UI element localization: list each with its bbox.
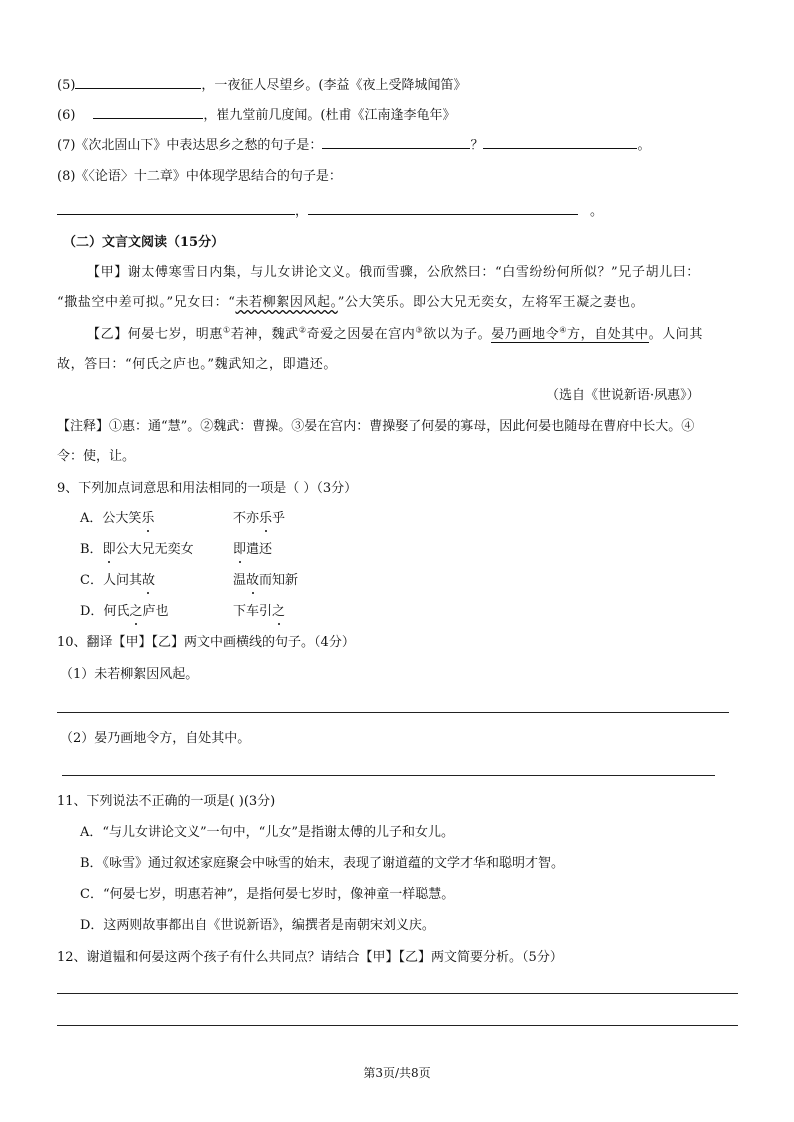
question-11-stem: 11、下列说法不正确的一项是( )(3分) — [57, 794, 276, 809]
q9-option-d[interactable]: D．何氏之庐也 — [80, 604, 169, 619]
passage-a-line-1: 【甲】谢太傅寒雪日内集，与儿女讲论文义。俄而雪骤，公欣然曰：“白雪纷纷何所似？”兄子胡儿曰： — [87, 265, 700, 280]
q9-option-a[interactable]: A．公大笑乐 — [80, 511, 155, 526]
q9-option-b[interactable]: B．即公大兄无奕女 — [80, 542, 194, 557]
answer-line[interactable] — [62, 775, 715, 776]
q11-option-d[interactable]: D．这两则故事都出自《世说新语》，编撰者是南朝宋刘义庆。 — [80, 918, 435, 933]
q11-option-c[interactable]: C．“何晏七岁，明惠若神”，是指何晏七岁时，像神童一样聪慧。 — [80, 887, 455, 902]
q11-option-a[interactable]: A．“与儿女讲论文义”一句中，“儿女”是指谢太傅的儿子和女儿。 — [80, 825, 454, 840]
answer-blank[interactable] — [483, 136, 637, 149]
dotted-word: 之 — [272, 604, 286, 619]
question-12-stem: 12、谢道韫和何晏这两个孩子有什么共同点？请结合【甲】【乙】两文简要分析。（5分） — [57, 950, 563, 965]
q11-option-b[interactable]: B．《咏雪》通过叙述家庭聚会中咏雪的始末，表现了谢道蕴的文学才华和聪明才智。 — [80, 856, 565, 871]
q9-option-c-compare: 温故而知新 — [233, 573, 299, 588]
notes-line-1: 【注释】①惠：通“慧”。②魏武：曹操。③晏在宫内：曹操娶了何晏的寡母，因此何晏也随母在曹府中长大。④ — [57, 419, 695, 434]
answer-blank[interactable] — [75, 76, 201, 89]
q9-option-d-compare: 下车引之 — [233, 604, 286, 619]
answer-blank[interactable] — [322, 136, 470, 149]
q9-option-a-compare: 不亦乐乎 — [233, 511, 286, 526]
q10-sentence-1: （1）未若柳絮因风起。 — [60, 667, 199, 682]
answer-blank[interactable] — [308, 202, 578, 215]
question-10-stem: 10、翻译【甲】【乙】两文中画横线的句子。（4分） — [57, 635, 355, 650]
poem-line-8: (8)《〈论语〉十二章》中体现学思结合的句子是： — [57, 169, 342, 184]
notes-line-2: 令：使，让。 — [57, 449, 136, 464]
dotted-word: 乐 — [141, 511, 155, 526]
section-title: （二）文言文阅读（15分） — [63, 235, 225, 250]
dotted-word: 即 — [233, 542, 247, 557]
underlined-sentence-b: 晏乃画地令④方，自处其中 — [491, 325, 649, 342]
page-footer: 第3页/共8页 — [363, 1066, 431, 1080]
passage-a-line-2: “撒盐空中差可拟。”兄女曰：“未若柳絮因风起。”公大笑乐。即公大兄无奕女，左将军王凝之妻也。 — [57, 295, 645, 310]
dotted-word: 即 — [102, 542, 116, 557]
passage-b-line-1: 【乙】何晏七岁，明惠①若神，魏武②奇爱之因晏在宫内③欲以为子。晏乃画地令④方，自处其中。人问其 — [87, 325, 704, 342]
dotted-word: 之 — [129, 604, 143, 619]
answer-blank[interactable] — [93, 106, 203, 119]
poem-line-6: (6) ，崔九堂前几度闻。(杜甫《江南逢李龟年》 — [57, 108, 456, 123]
question-9-stem: 9、下列加点词意思和用法相同的一项是（ ）（3分） — [57, 481, 358, 496]
dotted-word: 故 — [246, 573, 260, 588]
answer-line[interactable] — [57, 1025, 738, 1026]
underlined-sentence-a: 未若柳絮因风起。 — [235, 295, 338, 310]
answer-line[interactable] — [57, 712, 729, 713]
dotted-word: 乐 — [259, 511, 273, 526]
passage-b-line-2: 故，答曰：“何氏之庐也。”魏武知之，即遣还。 — [57, 357, 337, 372]
answer-blank[interactable] — [57, 202, 295, 215]
dotted-word: 故 — [141, 573, 155, 588]
poem-line-7: (7)《次北固山下》中表达思乡之愁的句子是： ？ 。 — [57, 138, 651, 153]
passage-source: （选自《世说新语·夙惠》） — [546, 388, 700, 403]
q9-option-b-compare: 即遣还 — [233, 542, 273, 557]
q10-sentence-2: （2）晏乃画地令方，自处其中。 — [60, 731, 251, 746]
answer-line[interactable] — [57, 993, 738, 994]
poem-line-8-answers: ， 。 — [57, 202, 603, 221]
q9-option-c[interactable]: C．人问其故 — [80, 573, 155, 588]
poem-line-5: (5) ，一夜征人尽望乡。(李益《夜上受降城闻笛》 — [57, 78, 467, 93]
